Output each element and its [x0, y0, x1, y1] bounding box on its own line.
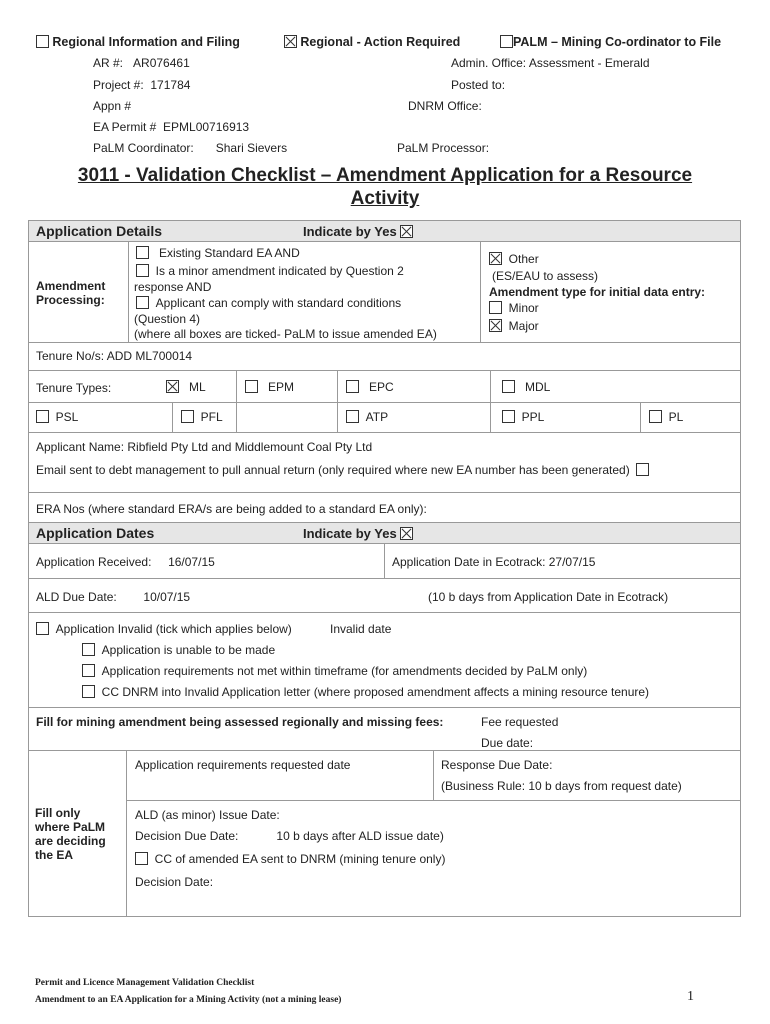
mdl-checkbox[interactable]: [502, 380, 515, 393]
page-number: 1: [687, 989, 694, 1004]
atp-item[interactable]: ATP: [346, 410, 388, 424]
palm-file-option[interactable]: PALM – Mining Co-ordinator to File: [500, 35, 721, 49]
frame-right: [740, 220, 741, 917]
other-sub: (ES/EAU to assess): [492, 269, 599, 283]
fill-only-label-4: the EA: [35, 848, 74, 862]
dates-indicate: Indicate by Yes: [303, 526, 413, 541]
row-line: [126, 800, 741, 801]
existing-ea-item[interactable]: Existing Standard EA AND: [136, 246, 300, 260]
minor-amend-item[interactable]: Is a minor amendment indicated by Question 2: [136, 264, 404, 278]
minor-checkbox[interactable]: [489, 301, 502, 314]
fill-only-label-2: where PaLM: [35, 820, 106, 834]
dnrm-office: DNRM Office:: [408, 99, 482, 113]
minor-item[interactable]: Minor: [489, 301, 539, 315]
ppl-item[interactable]: PPL: [502, 410, 544, 424]
comply-checkbox[interactable]: [136, 296, 149, 309]
regional-info-option[interactable]: Regional Information and Filing: [36, 35, 240, 49]
ecotrack-date: Application Date in Ecotrack: 27/07/15: [392, 555, 596, 569]
palm-coordinator: PaLM Coordinator: Shari Sievers: [93, 141, 288, 155]
dates-heading: Application Dates: [36, 525, 155, 541]
palm-file-checkbox[interactable]: [500, 35, 513, 48]
inv3-checkbox[interactable]: [82, 685, 95, 698]
other-item[interactable]: Other: [489, 252, 539, 266]
boxes-ticked-note: (where all boxes are ticked- PaLM to issue amended EA): [134, 327, 437, 341]
epm-item[interactable]: EPM: [245, 380, 294, 394]
pfl-item[interactable]: PFL: [181, 410, 223, 424]
details-heading: Application Details: [36, 223, 163, 239]
posted-to: Posted to:: [451, 78, 506, 92]
psl-item[interactable]: PSL: [36, 410, 78, 424]
era-nos: ERA Nos (where standard ERA/s are being added to a standard EA only):: [36, 502, 427, 516]
tenure-col-line: [337, 370, 338, 432]
amend-label: Amendment: [36, 279, 106, 293]
row-line: [28, 370, 741, 371]
req-date: Application requirements requested date: [135, 758, 351, 772]
tenure-nos: Tenure No/s: ADD ML700014: [36, 349, 193, 363]
ald-issue-date: ALD (as minor) Issue Date:: [135, 808, 280, 822]
ea-permit: EA Permit # EPML00716913: [93, 120, 250, 134]
frame-left: [28, 220, 29, 917]
biz-rule: (Business Rule: 10 b days from request date): [441, 779, 682, 793]
cc-amended-item[interactable]: CC of amended EA sent to DNRM (mining tenure only): [135, 852, 445, 866]
row-line: [28, 342, 741, 343]
footer-line1: Permit and Licence Management Validation Checklist: [35, 978, 255, 988]
minor-amend-checkbox[interactable]: [136, 264, 149, 277]
row-line: [28, 750, 741, 751]
existing-ea-checkbox[interactable]: [136, 246, 149, 259]
invalid-date: Invalid date: [330, 622, 392, 636]
palm-processor: PaLM Processor:: [397, 141, 490, 155]
fill-only-label-3: are deciding: [35, 834, 106, 848]
amend-type-label: Amendment type for initial data entry:: [489, 285, 706, 299]
major-checkbox[interactable]: [489, 319, 502, 332]
ald-due: ALD Due Date: 10/07/15: [36, 590, 191, 604]
ml-item[interactable]: ML: [166, 380, 206, 394]
applicant-name: Applicant Name: Ribfield Pty Ltd and Middlemount Coal Pty Ltd: [36, 440, 373, 454]
page-title: 3011 - Validation Checklist – Amendment Application for a Resource: [77, 165, 693, 186]
footer-line2: Amendment to an EA Application for a Mining Activity (not a mining lease): [35, 995, 342, 1005]
pfl-checkbox[interactable]: [181, 410, 194, 423]
row-line: [28, 402, 741, 403]
row-line: [28, 578, 741, 579]
details-indicate: Indicate by Yes: [303, 224, 413, 239]
app-received: Application Received: 16/07/15: [36, 555, 215, 569]
email-debt-checkbox[interactable]: [636, 463, 649, 476]
fill-col-line: [433, 750, 434, 800]
inv1-checkbox[interactable]: [82, 643, 95, 656]
tenure-col-line: [172, 402, 173, 432]
project-number: Project #: 171784: [93, 78, 191, 92]
amend-col-divider: [128, 242, 129, 342]
tenure-types-label: Tenure Types:: [36, 381, 112, 395]
email-debt-item[interactable]: Email sent to debt management to pull annual return (only required where new EA number has been generated): [36, 463, 649, 477]
row-line: [28, 432, 741, 433]
decision-date: Decision Date:: [135, 875, 214, 889]
ml-checkbox[interactable]: [166, 380, 179, 393]
tenure-col-line: [236, 370, 237, 432]
indicate-yes-icon: [400, 225, 413, 238]
row-line: [28, 707, 741, 708]
epm-checkbox[interactable]: [245, 380, 258, 393]
tenure-col-line: [490, 370, 491, 432]
inv2-checkbox[interactable]: [82, 664, 95, 677]
cc-amended-checkbox[interactable]: [135, 852, 148, 865]
inv1-item[interactable]: Application is unable to be made: [82, 643, 275, 657]
question-4: (Question 4): [134, 312, 201, 326]
appn-number: Appn #: [93, 99, 132, 113]
frame-bottom: [28, 916, 741, 917]
indicate-yes-icon: [400, 527, 413, 540]
mdl-item[interactable]: MDL: [502, 380, 550, 394]
psl-checkbox[interactable]: [36, 410, 49, 423]
comply-item[interactable]: Applicant can comply with standard conditions: [136, 296, 401, 310]
due-date: Due date:: [481, 736, 534, 750]
epc-item[interactable]: EPC: [346, 380, 394, 394]
amend-label-2: Processing:: [36, 293, 105, 307]
invalid-checkbox[interactable]: [36, 622, 49, 635]
regional-action-option[interactable]: Regional - Action Required: [284, 35, 460, 49]
row-line: [28, 492, 741, 493]
fill-mining-label: Fill for mining amendment being assessed regionally and missing fees:: [36, 715, 444, 729]
pl-checkbox[interactable]: [649, 410, 662, 423]
atp-checkbox[interactable]: [346, 410, 359, 423]
regional-action-checkbox[interactable]: [284, 35, 297, 48]
response-and: response AND: [134, 280, 212, 294]
invalid-item[interactable]: Application Invalid (tick which applies below): [36, 622, 292, 636]
inv2-item[interactable]: Application requirements not met within timeframe (for amendments decided by PaLM only): [82, 664, 587, 678]
fee-requested: Fee requested: [481, 715, 559, 729]
tenure-col-line: [640, 402, 641, 432]
epc-checkbox[interactable]: [346, 380, 359, 393]
decision-due: Decision Due Date: 10 b days after ALD issue date): [135, 829, 444, 843]
pl-item[interactable]: PL: [649, 410, 683, 424]
ald-note: (10 b days from Application Date in Ecotrack): [428, 590, 669, 604]
inv3-item[interactable]: CC DNRM into Invalid Application letter (where proposed amendment affects a mining resource tenure): [82, 685, 649, 699]
admin-office: Admin. Office: Assessment - Emerald: [451, 56, 650, 70]
ar-number: AR #: AR076461: [93, 56, 190, 70]
page-title-line2: Activity: [350, 188, 420, 209]
regional-info-checkbox[interactable]: [36, 35, 49, 48]
amend-col-divider-2: [480, 242, 481, 342]
resp-due: Response Due Date:: [441, 758, 553, 772]
row-line: [28, 612, 741, 613]
dates-col-line: [384, 544, 385, 578]
ppl-checkbox[interactable]: [502, 410, 515, 423]
major-item[interactable]: Major: [489, 319, 539, 333]
fill-col-line: [126, 750, 127, 916]
fill-only-label: Fill only: [35, 806, 81, 820]
other-checkbox[interactable]: [489, 252, 502, 265]
